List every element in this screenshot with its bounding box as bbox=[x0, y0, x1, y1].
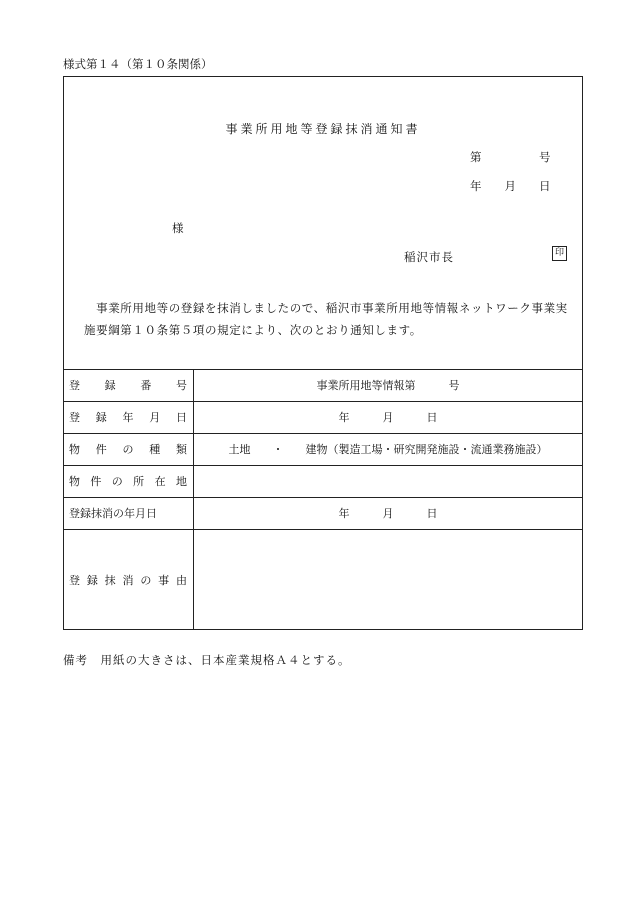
deregistration-reason-value bbox=[194, 529, 582, 630]
table-row-label: 登録抹消の年月日 bbox=[69, 507, 157, 520]
table-row-label: 物 件 の 所 在 地 bbox=[69, 475, 187, 488]
form-number-label: 様式第１４（第１０条関係） bbox=[63, 57, 213, 71]
seal-mark: 印 bbox=[552, 246, 567, 261]
property-location-value bbox=[194, 465, 582, 497]
issuer-mayor: 稲沢市長 bbox=[404, 250, 454, 264]
document-title: 事業所用地等登録抹消通知書 bbox=[225, 122, 421, 136]
registration-date-value: 年 月 日 bbox=[338, 411, 438, 424]
table-row-label: 登 録 番 号 bbox=[69, 379, 187, 392]
deregistration-date-value: 年 月 日 bbox=[338, 507, 438, 520]
notice-body-text: 事業所用地等の登録を抹消しましたので、稲沢市事業所用地等情報ネットワーク事業実施要綱第１０条第５項の規定により、次のとおり通知します。 bbox=[84, 301, 568, 337]
property-type-value: 土地 ・ 建物（製造工場・研究開発施設・流通業務施設） bbox=[228, 443, 548, 456]
remark-note: 備考 用紙の大きさは、日本産業規格Ａ４とする。 bbox=[63, 653, 351, 667]
table-row-label: 登 録 年 月 日 bbox=[69, 411, 187, 424]
document-date-line: 年 月 日 bbox=[470, 179, 551, 193]
table-row-label: 登 録 抹 消 の 事 由 bbox=[69, 573, 187, 587]
table-row-label: 物 件 の 種 類 bbox=[69, 443, 187, 456]
document-number-line: 第 号 bbox=[470, 150, 551, 164]
notice-form-frame bbox=[63, 76, 583, 630]
registration-number-value: 事業所用地等情報第 号 bbox=[316, 379, 460, 392]
addressee-suffix: 様 bbox=[172, 221, 184, 235]
